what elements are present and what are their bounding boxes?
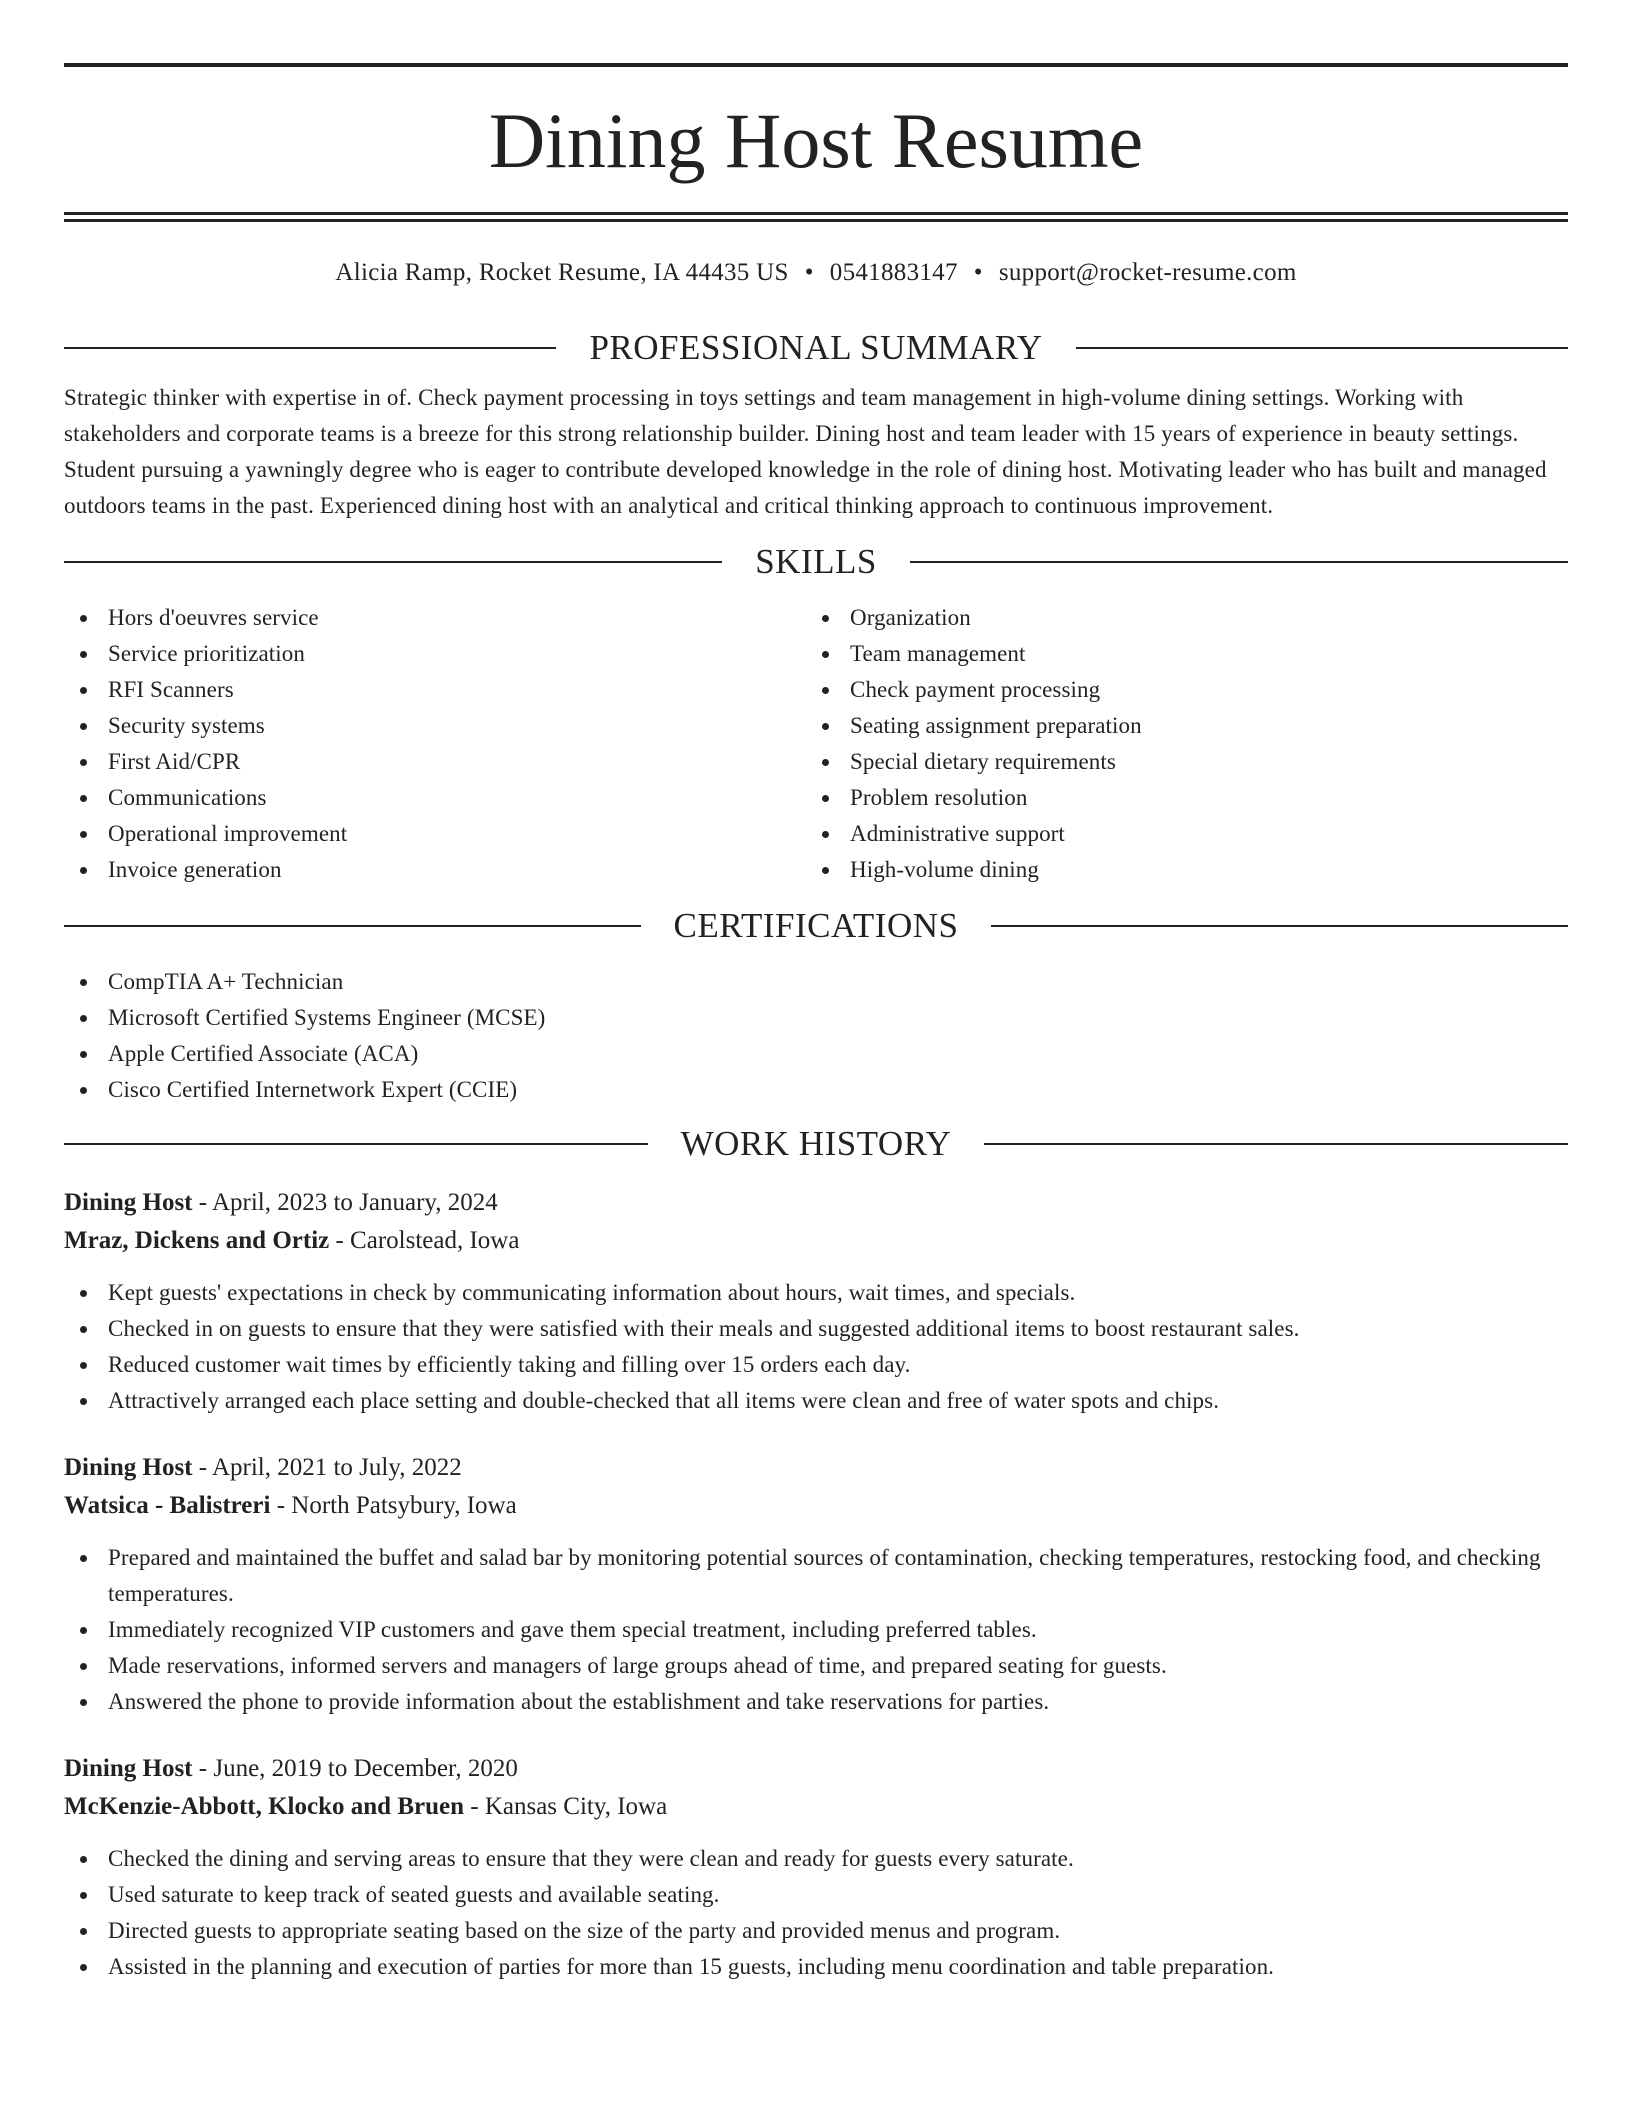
resume-title: Dining Host Resume — [488, 97, 1144, 184]
top-rule — [64, 63, 1568, 67]
job-role: Dining Host — [64, 1454, 193, 1481]
job-bullets — [64, 1275, 1568, 1419]
job-location: - Carolstead, Iowa — [329, 1227, 520, 1254]
title-double-rule — [64, 212, 1568, 222]
job-entry — [64, 1750, 1568, 1985]
section-title: SKILLS — [755, 542, 877, 581]
job-bullet: Used saturate to keep track of seated guests and available seating. — [64, 1877, 1568, 1913]
job-title-line — [64, 1750, 1568, 1788]
resume-page — [64, 0, 1568, 1985]
skill-item: Special dietary requirements — [806, 744, 1548, 780]
job-dates: - April, 2021 to July, 2022 — [192, 1454, 462, 1481]
contact-separator: • — [973, 259, 983, 286]
skill-item: Service prioritization — [64, 636, 806, 672]
job-bullet: Immediately recognized VIP customers and gave them special treatment, including preferred tables. — [64, 1612, 1568, 1648]
certification-item: Apple Certified Associate (ACA) — [64, 1036, 1568, 1072]
section-rule-left — [64, 561, 722, 563]
skill-item: Hors d'oeuvres service — [64, 600, 806, 636]
skill-item: Team management — [806, 636, 1548, 672]
skills-list-right — [806, 600, 1548, 888]
certification-item: CompTIA A+ Technician — [64, 964, 1568, 1000]
skill-item: Problem resolution — [806, 780, 1548, 816]
contact-separator: • — [804, 259, 814, 286]
section-title: PROFESSIONAL SUMMARY — [589, 328, 1043, 367]
job-company: Watsica - Balistreri — [64, 1492, 271, 1519]
job-bullet: Checked in on guests to ensure that they were satisfied with their meals and suggested additional items to boost restaurant sales. — [64, 1311, 1568, 1347]
job-bullet: Answered the phone to provide information about the establishment and take reservations for parties. — [64, 1684, 1568, 1720]
job-bullet: Assisted in the planning and execution of parties for more than 15 guests, including menu coordination and table preparation. — [64, 1949, 1568, 1985]
section-heading-summary — [64, 326, 1568, 370]
certifications-list — [64, 964, 1568, 1108]
section-rule-left — [64, 925, 641, 927]
contact-email: support@rocket-resume.com — [998, 259, 1297, 286]
job-bullet: Checked the dining and serving areas to ensure that they were clean and ready for guests every saturate. — [64, 1841, 1568, 1877]
skill-item: Security systems — [64, 708, 806, 744]
skill-item: High-volume dining — [806, 852, 1548, 888]
skill-item: Administrative support — [806, 816, 1548, 852]
skills-list-left — [64, 600, 806, 888]
section-rule-right — [984, 1143, 1568, 1145]
summary-text: Strategic thinker with expertise in of. Check payment processing in toys settings and team management in high-volume dining settings. Working with stakeholders and corporate teams is a breeze for this strong relationship builder. Dining host and team leader with 15 years of experience in beauty settings. Student pursuing a yawningly degree who is eager to contribute developed knowledge in the role of dining host. Motivating leader who has built and managed outdoors teams in the past. Experienced dining host with an analytical and critical thinking approach to continuous improvement. — [64, 385, 1547, 518]
skills-columns — [64, 600, 1568, 888]
job-title-line — [64, 1184, 1568, 1222]
skill-item: Seating assignment preparation — [806, 708, 1548, 744]
skill-item: Communications — [64, 780, 806, 816]
skill-item: Organization — [806, 600, 1548, 636]
job-company-line — [64, 1487, 1568, 1525]
job-bullets — [64, 1841, 1568, 1985]
certification-item: Microsoft Certified Systems Engineer (MCSE) — [64, 1000, 1568, 1036]
section-rule-right — [991, 925, 1568, 927]
job-company-line — [64, 1222, 1568, 1260]
job-company-line — [64, 1788, 1568, 1826]
job-company: Mraz, Dickens and Ortiz — [64, 1227, 330, 1254]
contact-line — [64, 257, 1568, 289]
job-dates: - June, 2019 to December, 2020 — [192, 1755, 518, 1782]
section-rule-left — [64, 347, 556, 349]
contact-phone: 0541883147 — [829, 259, 958, 286]
section-rule-right — [910, 561, 1568, 563]
job-entry — [64, 1449, 1568, 1720]
job-dates: - April, 2023 to January, 2024 — [192, 1189, 498, 1216]
job-bullet: Made reservations, informed servers and managers of large groups ahead of time, and prepared seating for guests. — [64, 1648, 1568, 1684]
section-rule-right — [1076, 347, 1568, 349]
job-entry — [64, 1184, 1568, 1419]
section-title: WORK HISTORY — [680, 1124, 952, 1163]
section-title: CERTIFICATIONS — [673, 906, 959, 945]
skill-item: Invoice generation — [64, 852, 806, 888]
skill-item: Operational improvement — [64, 816, 806, 852]
section-heading-skills — [64, 540, 1568, 584]
section-heading-work-history — [64, 1122, 1568, 1166]
skill-item: First Aid/CPR — [64, 744, 806, 780]
job-role: Dining Host — [64, 1189, 193, 1216]
job-company: McKenzie-Abbott, Klocko and Bruen — [64, 1793, 464, 1820]
job-bullet: Directed guests to appropriate seating based on the size of the party and provided menus and program. — [64, 1913, 1568, 1949]
job-bullet: Reduced customer wait times by efficiently taking and filling over 15 orders each day. — [64, 1347, 1568, 1383]
job-bullet: Kept guests' expectations in check by communicating information about hours, wait times, and specials. — [64, 1275, 1568, 1311]
section-rule-left — [64, 1143, 648, 1145]
job-bullet: Prepared and maintained the buffet and salad bar by monitoring potential sources of contamination, checking temperatures, restocking food, and checking temperatures. — [64, 1540, 1568, 1612]
certification-item: Cisco Certified Internetwork Expert (CCIE) — [64, 1072, 1568, 1108]
section-heading-certifications — [64, 904, 1568, 948]
job-title-line — [64, 1449, 1568, 1487]
job-bullets — [64, 1540, 1568, 1720]
skill-item: Check payment processing — [806, 672, 1548, 708]
skill-item: RFI Scanners — [64, 672, 806, 708]
job-location: - Kansas City, Iowa — [464, 1793, 668, 1820]
job-role: Dining Host — [64, 1755, 193, 1782]
job-bullet: Attractively arranged each place setting and double-checked that all items were clean and free of water spots and chips. — [64, 1383, 1568, 1419]
job-location: - North Patsybury, Iowa — [270, 1492, 517, 1519]
contact-address: Alicia Ramp, Rocket Resume, IA 44435 US — [335, 259, 789, 286]
